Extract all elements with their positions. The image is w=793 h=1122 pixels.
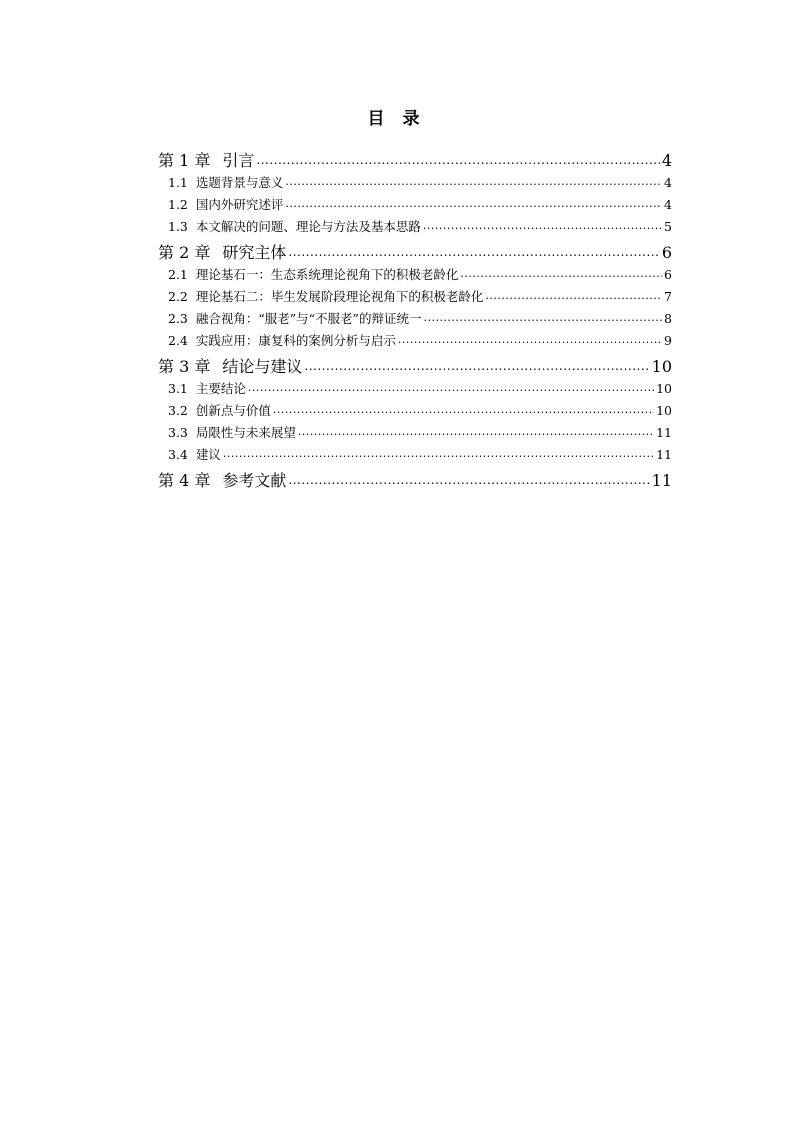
toc-entry-1-2[interactable] bbox=[158, 194, 672, 216]
dot-leader bbox=[273, 403, 654, 416]
entry-label: 引言 bbox=[222, 151, 255, 170]
toc-entry-chapter-3[interactable] bbox=[158, 355, 672, 378]
toc-entry-2-4[interactable] bbox=[158, 330, 672, 352]
entry-page: 11 bbox=[656, 447, 672, 462]
dot-leader bbox=[248, 381, 654, 394]
dot-leader bbox=[256, 150, 659, 166]
entry-number: 第 3 章 bbox=[158, 357, 211, 376]
entry-label: 国内外研究述评 bbox=[195, 197, 284, 212]
entry-page: 9 bbox=[664, 333, 672, 348]
toc-entry-1-1[interactable] bbox=[158, 172, 672, 194]
toc-title: 目 录 bbox=[367, 109, 426, 129]
dot-leader bbox=[460, 267, 662, 280]
entry-page: 10 bbox=[656, 381, 672, 396]
toc-entry-2-2[interactable] bbox=[158, 286, 672, 308]
toc-entry-3-4[interactable] bbox=[158, 444, 672, 466]
entry-page: 6 bbox=[661, 243, 672, 262]
entry-page: 4 bbox=[661, 151, 672, 170]
toc-entry-2-3[interactable] bbox=[158, 308, 672, 330]
entry-number: 2.1 bbox=[168, 267, 188, 282]
entry-number: 3.2 bbox=[168, 403, 188, 418]
dot-leader bbox=[288, 242, 659, 258]
entry-number: 2.4 bbox=[168, 333, 188, 348]
dot-leader bbox=[298, 425, 654, 438]
toc-entry-3-1[interactable] bbox=[158, 378, 672, 400]
toc-entry-3-2[interactable] bbox=[158, 400, 672, 422]
entry-page: 11 bbox=[651, 471, 672, 490]
dot-leader bbox=[398, 333, 662, 346]
entry-number: 3.3 bbox=[168, 425, 188, 440]
entry-page: 6 bbox=[664, 267, 672, 282]
entry-number: 3.4 bbox=[168, 447, 188, 462]
entry-page: 10 bbox=[656, 403, 672, 418]
entry-page: 5 bbox=[664, 219, 672, 234]
entry-label: 参考文献 bbox=[222, 471, 287, 490]
entry-label: 结论与建议 bbox=[222, 357, 303, 376]
entry-page: 7 bbox=[664, 289, 672, 304]
entry-label: 融合视角：“服老”与“不服老”的辩证统一 bbox=[195, 311, 422, 326]
entry-number: 3.1 bbox=[168, 381, 188, 396]
entry-page: 11 bbox=[656, 425, 672, 440]
dot-leader bbox=[223, 447, 654, 460]
entry-label: 建议 bbox=[195, 447, 221, 462]
entry-label: 本文解决的问题、理论与方法及基本思路 bbox=[195, 219, 421, 234]
entry-label: 局限性与未来展望 bbox=[195, 425, 296, 440]
entry-page: 10 bbox=[651, 357, 672, 376]
dot-leader bbox=[485, 289, 662, 302]
dot-leader bbox=[285, 175, 662, 188]
entry-number: 2.2 bbox=[168, 289, 188, 304]
entry-label: 实践应用：康复科的案例分析与启示 bbox=[195, 333, 396, 348]
entry-label: 创新点与价值 bbox=[195, 403, 271, 418]
toc-entry-1-3[interactable] bbox=[158, 216, 672, 238]
dot-leader bbox=[285, 197, 662, 210]
entry-label: 理论基石一：生态系统理论视角下的积极老龄化 bbox=[195, 267, 459, 282]
entry-label: 选题背景与意义 bbox=[195, 175, 284, 190]
entry-number: 第 4 章 bbox=[158, 471, 211, 490]
entry-number: 1.2 bbox=[168, 197, 188, 212]
entry-number: 1.3 bbox=[168, 219, 188, 234]
entry-label: 主要结论 bbox=[195, 381, 246, 396]
dot-leader bbox=[423, 311, 662, 324]
dot-leader bbox=[288, 470, 649, 486]
entry-number: 1.1 bbox=[168, 175, 188, 190]
entry-label: 研究主体 bbox=[222, 243, 287, 262]
dot-leader bbox=[304, 356, 649, 372]
entry-number: 第 1 章 bbox=[158, 151, 211, 170]
toc-entry-3-3[interactable] bbox=[158, 422, 672, 444]
entry-label: 理论基石二：毕生发展阶段理论视角下的积极老龄化 bbox=[195, 289, 484, 304]
toc-entry-chapter-2[interactable] bbox=[158, 241, 672, 264]
toc-entry-chapter-4[interactable] bbox=[158, 469, 672, 492]
entry-page: 8 bbox=[664, 311, 672, 326]
toc-entry-2-1[interactable] bbox=[158, 264, 672, 286]
entry-number: 第 2 章 bbox=[158, 243, 211, 262]
dot-leader bbox=[423, 219, 662, 232]
entry-page: 4 bbox=[664, 197, 672, 212]
entry-page: 4 bbox=[664, 175, 672, 190]
table-of-contents bbox=[158, 146, 672, 492]
toc-entry-chapter-1[interactable] bbox=[158, 149, 672, 172]
entry-number: 2.3 bbox=[168, 311, 188, 326]
